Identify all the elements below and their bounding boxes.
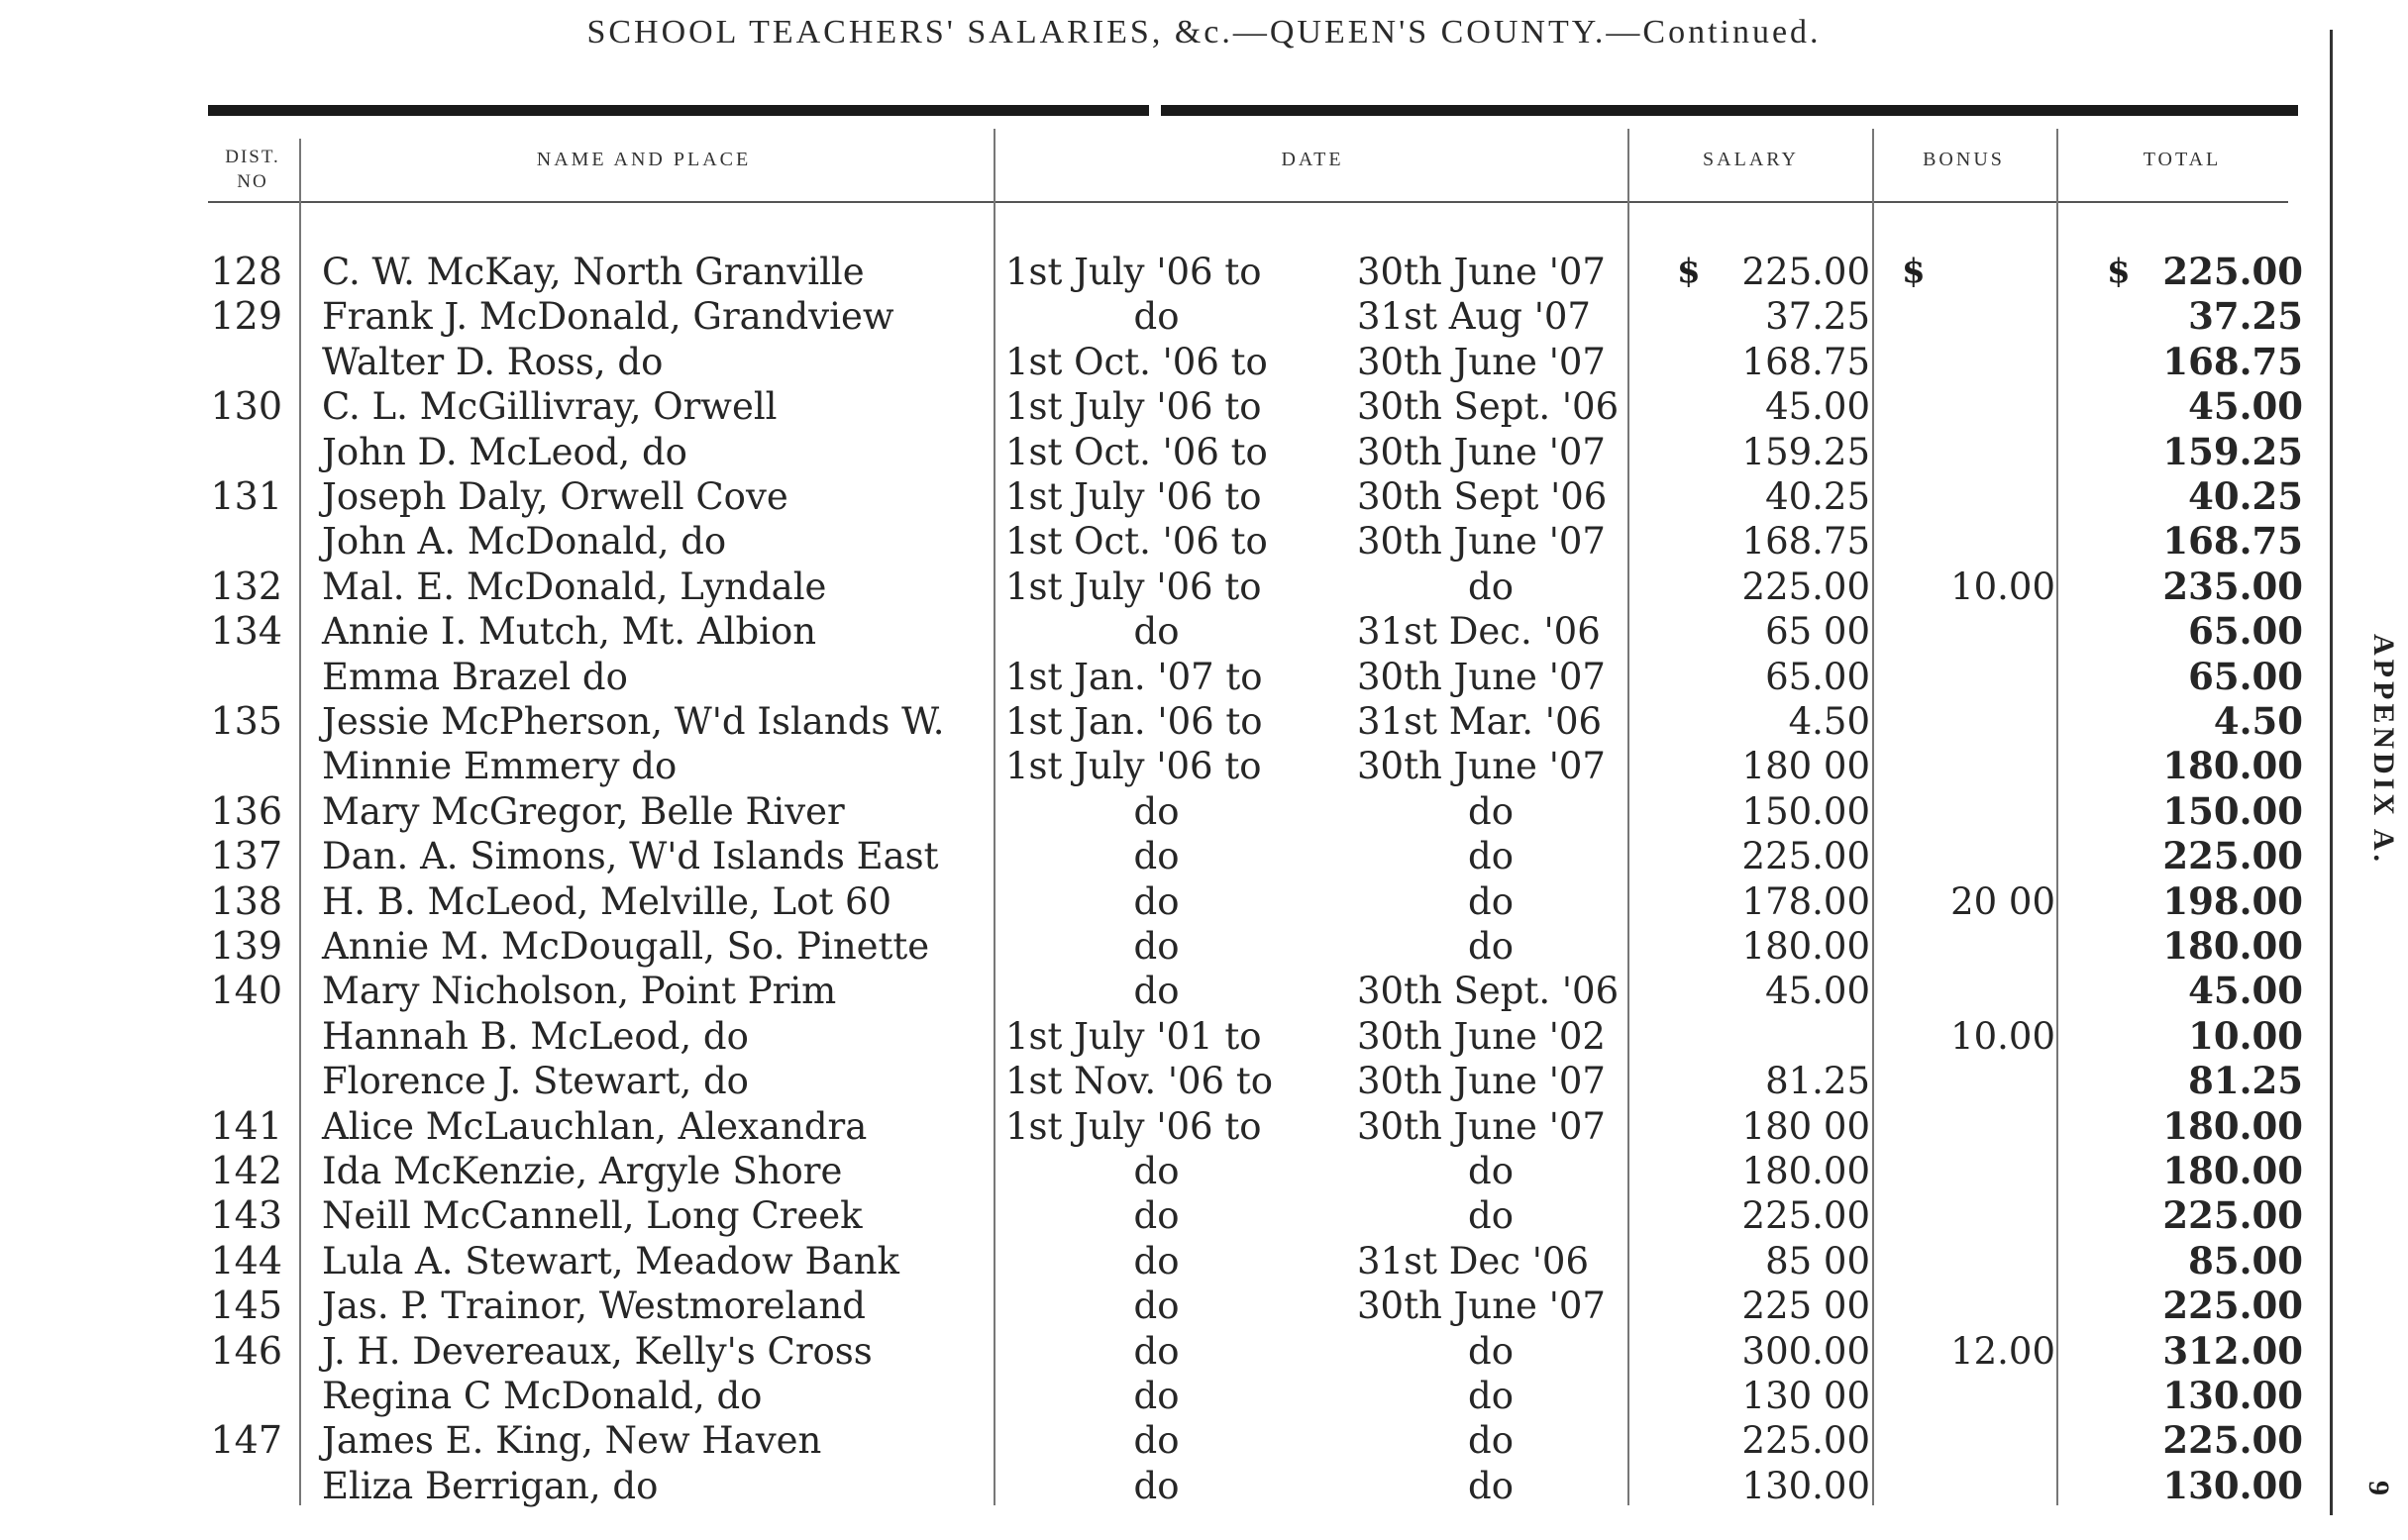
column-header-bonus: BONUS	[1923, 149, 2005, 170]
bonus-cell	[1887, 969, 2055, 1013]
total-cell: 180.00	[2162, 744, 2303, 788]
name-place-cell: John A. McDonald, do	[322, 520, 727, 564]
salary-cell: 225 00	[1741, 1284, 1870, 1328]
table-row	[0, 1059, 2408, 1103]
date-to-cell: 30th June '07	[1357, 1284, 1606, 1328]
dist-no-cell: 137	[210, 834, 282, 878]
dist-no-cell: 129	[210, 294, 282, 339]
date-from-cell: do	[1133, 925, 1180, 968]
total-cell: 225.00	[2162, 250, 2303, 293]
name-place-cell: James E. King, New Haven	[322, 1419, 822, 1463]
date-from-cell: 1st July '06 to	[1005, 1104, 1262, 1148]
salary-cell	[1644, 1014, 1870, 1059]
salary-cell: 168.75	[1741, 520, 1870, 564]
total-cell: 168.75	[2162, 519, 2303, 564]
bonus-cell	[1887, 474, 2055, 519]
dist-no-cell	[203, 430, 282, 474]
date-to-cell: 30th June '07	[1357, 655, 1606, 698]
total-cell: 130.00	[2162, 1374, 2303, 1417]
salary-cell: 180 00	[1741, 745, 1870, 788]
date-to-cell: 31st Mar. '06	[1357, 700, 1603, 743]
table-row	[0, 1149, 2408, 1193]
salary-cell: 225.00	[1741, 565, 1870, 608]
total-cell: 180.00	[2162, 1103, 2303, 1148]
table-row	[0, 699, 2408, 744]
salary-cell: 85 00	[1765, 1239, 1870, 1283]
salary-cell: 180.00	[1741, 1150, 1870, 1192]
name-place-cell: Mary McGregor, Belle River	[322, 789, 845, 833]
name-place-cell: Neill McCannell, Long Creek	[322, 1194, 863, 1238]
name-place-cell: Frank J. McDonald, Grandview	[322, 295, 894, 339]
total-cell: 180.00	[2162, 1149, 2303, 1192]
table-row	[0, 1329, 2408, 1374]
date-to-cell: 30th June '07	[1357, 251, 1606, 293]
date-from-cell: do	[1133, 295, 1180, 339]
total-cell: 225.00	[2162, 1418, 2303, 1463]
date-from-cell: 1st Nov. '06 to	[1005, 1060, 1274, 1103]
dist-no-cell	[203, 655, 282, 699]
name-place-cell: C. W. McKay, North Granville	[322, 251, 865, 293]
total-cell: 81.25	[2188, 1059, 2303, 1103]
table-row	[0, 1239, 2408, 1283]
total-cell: 45.00	[2188, 384, 2303, 429]
table-row	[0, 1283, 2408, 1328]
page-title: SCHOOL TEACHERS' SALARIES, &c.—QUEEN'S COUNTY.—Continued.	[586, 14, 1822, 51]
page-mark: 9	[2362, 1481, 2395, 1495]
header-rule	[208, 201, 2288, 203]
dist-no-cell: 132	[210, 564, 282, 608]
table-row	[0, 384, 2408, 429]
date-to-cell: 30th Sept. '06	[1357, 385, 1620, 429]
date-from-cell: do	[1133, 970, 1180, 1013]
dist-no-cell: 143	[210, 1193, 282, 1238]
column-header-name-place: NAME AND PLACE	[536, 149, 752, 170]
date-from-cell: do	[1133, 1375, 1180, 1417]
salary-cell: 180.00	[1741, 925, 1870, 968]
dist-no-cell: 138	[210, 878, 282, 923]
bonus-cell	[1887, 1104, 2055, 1149]
date-to-cell: do	[1468, 879, 1514, 923]
date-to-cell: 31st Dec. '06	[1357, 610, 1601, 654]
date-to-cell: do	[1468, 1419, 1514, 1463]
table-row	[0, 879, 2408, 924]
date-to-cell: do	[1468, 1329, 1514, 1373]
date-to-cell: 31st Aug '07	[1357, 295, 1591, 339]
date-from-cell: do	[1133, 789, 1180, 833]
bonus-cell	[1887, 519, 2055, 564]
table-row	[0, 294, 2408, 339]
salary-cell: 178.00	[1741, 879, 1870, 923]
bonus-cell	[1887, 834, 2055, 878]
bonus-cell	[1887, 655, 2055, 699]
bonus-cell: 12.00	[1950, 1329, 2055, 1373]
date-from-cell: 1st July '06 to	[1005, 385, 1262, 429]
date-from-cell: do	[1133, 879, 1180, 923]
date-from-cell: do	[1133, 610, 1180, 654]
table-row	[0, 609, 2408, 654]
date-from-cell: do	[1133, 1194, 1180, 1238]
appendix-label: APPENDIX A.	[2367, 634, 2400, 867]
table-row	[0, 519, 2408, 564]
bonus-cell	[1887, 1059, 2055, 1103]
date-to-cell: 30th June '07	[1357, 520, 1606, 564]
dist-no-cell: 146	[210, 1328, 282, 1373]
date-to-cell: do	[1468, 789, 1514, 833]
dist-no-cell	[203, 519, 282, 564]
salary-cell: 81.25	[1765, 1060, 1870, 1103]
table-row	[0, 924, 2408, 969]
dist-no-cell: 144	[210, 1238, 282, 1283]
dist-no-cell	[203, 1464, 282, 1508]
bonus-cell	[1887, 1283, 2055, 1328]
name-place-cell: J. H. Devereaux, Kelly's Cross	[322, 1329, 873, 1373]
date-from-cell: 1st Jan. '06 to	[1005, 700, 1263, 743]
table-row	[0, 1374, 2408, 1418]
name-place-cell: Regina C McDonald, do	[322, 1375, 763, 1417]
name-place-cell: Lula A. Stewart, Meadow Bank	[322, 1239, 899, 1283]
salary-cell: 159.25	[1741, 430, 1870, 473]
dist-no-cell	[203, 340, 282, 384]
date-to-cell: 30th Sept. '06	[1357, 970, 1620, 1013]
date-to-cell: do	[1468, 1375, 1514, 1417]
total-cell: 312.00	[2162, 1328, 2303, 1373]
name-place-cell: Annie I. Mutch, Mt. Albion	[322, 610, 817, 654]
date-from-cell: 1st July '06 to	[1005, 475, 1262, 518]
name-place-cell: C. L. McGillivray, Orwell	[322, 385, 778, 429]
salary-cell: 45.00	[1765, 385, 1870, 429]
date-to-cell: 30th June '07	[1357, 1060, 1606, 1103]
total-dollar-sign: $	[2107, 252, 2131, 291]
total-cell: 168.75	[2162, 339, 2303, 383]
date-from-cell: 1st July '06 to	[1005, 251, 1262, 293]
bonus-cell	[1887, 1374, 2055, 1418]
salary-cell: 65 00	[1765, 610, 1870, 654]
salary-cell: 45.00	[1765, 970, 1870, 1013]
table-row	[0, 1193, 2408, 1238]
total-cell: 40.25	[2188, 474, 2303, 518]
salary-cell: 130 00	[1741, 1375, 1870, 1417]
table-row	[0, 250, 2408, 294]
name-place-cell: Annie M. McDougall, So. Pinette	[322, 925, 930, 968]
bonus-cell: 10.00	[1950, 1014, 2055, 1058]
dist-no-cell: 139	[210, 924, 282, 968]
bonus-cell: 20 00	[1950, 879, 2055, 923]
total-cell: 45.00	[2188, 969, 2303, 1013]
name-place-cell: Mary Nicholson, Point Prim	[322, 970, 837, 1013]
date-from-cell: 1st Oct. '06 to	[1005, 340, 1268, 383]
bonus-cell	[1887, 744, 2055, 788]
dist-no-cell: 136	[210, 788, 282, 833]
name-place-cell: Minnie Emmery do	[322, 745, 678, 788]
dist-no-cell	[203, 1374, 282, 1418]
name-place-cell: Jas. P. Trainor, Westmoreland	[322, 1284, 866, 1328]
date-to-cell: 30th June '07	[1357, 1104, 1606, 1148]
date-from-cell: 1st Oct. '06 to	[1005, 430, 1268, 473]
date-from-cell: 1st July '01 to	[1005, 1014, 1262, 1058]
salary-cell: 300.00	[1741, 1329, 1870, 1373]
table-row	[0, 1104, 2408, 1149]
name-place-cell: Hannah B. McLeod, do	[322, 1014, 749, 1058]
salary-cell: 65.00	[1765, 655, 1870, 698]
date-to-cell: 30th June '07	[1357, 745, 1606, 788]
total-cell: 198.00	[2162, 878, 2303, 923]
dist-no-cell: 140	[210, 969, 282, 1013]
date-to-cell: 30th June '07	[1357, 430, 1606, 473]
name-place-cell: Eliza Berrigan, do	[322, 1464, 659, 1507]
bonus-cell	[1887, 340, 2055, 384]
date-from-cell: do	[1133, 1284, 1180, 1328]
column-header-total: TOTAL	[2143, 149, 2222, 170]
name-place-cell: Alice McLauchlan, Alexandra	[322, 1104, 868, 1148]
name-place-cell: H. B. McLeod, Melville, Lot 60	[322, 879, 892, 923]
column-header-date: DATE	[1281, 149, 1344, 170]
date-to-cell: do	[1468, 835, 1514, 878]
name-place-cell: Florence J. Stewart, do	[322, 1060, 749, 1103]
dist-no-cell: 141	[210, 1103, 282, 1148]
salary-cell: 40.25	[1765, 475, 1870, 518]
date-to-cell: do	[1468, 1464, 1514, 1507]
table-row	[0, 834, 2408, 878]
date-from-cell: do	[1133, 1239, 1180, 1283]
total-cell: 225.00	[2162, 1283, 2303, 1328]
bonus-cell: 10.00	[1950, 565, 2055, 608]
column-header-salary: SALARY	[1703, 149, 1799, 170]
dist-no-cell: 142	[210, 1149, 282, 1192]
table-row	[0, 969, 2408, 1013]
bonus-cell	[1887, 1149, 2055, 1193]
salary-cell: 4.50	[1788, 700, 1870, 743]
total-cell: 150.00	[2162, 788, 2303, 833]
date-to-cell: do	[1468, 565, 1514, 608]
salary-cell: 37.25	[1765, 295, 1870, 339]
table-row	[0, 655, 2408, 699]
name-place-cell: Mal. E. McDonald, Lyndale	[322, 565, 827, 608]
date-from-cell: 1st July '06 to	[1005, 565, 1262, 608]
salary-cell: 225.00	[1741, 835, 1870, 878]
date-to-cell: do	[1468, 1194, 1514, 1238]
table-row	[0, 744, 2408, 788]
bonus-cell	[1887, 1418, 2055, 1463]
dist-no-cell: 128	[210, 250, 282, 293]
dist-no-cell: 130	[210, 384, 282, 429]
table-row	[0, 1464, 2408, 1508]
total-cell: 235.00	[2162, 564, 2303, 608]
total-cell: 37.25	[2188, 294, 2303, 339]
dist-no-cell: 135	[210, 699, 282, 743]
dist-no-cell: 147	[210, 1418, 282, 1463]
total-cell: 65.00	[2188, 609, 2303, 654]
total-cell: 10.00	[2188, 1013, 2303, 1058]
total-cell: 130.00	[2162, 1463, 2303, 1507]
date-to-cell: 30th Sept '06	[1357, 475, 1608, 518]
date-from-cell: do	[1133, 1464, 1180, 1507]
salary-cell: 168.75	[1741, 340, 1870, 383]
top-rule-left	[208, 105, 1149, 116]
table-row	[0, 565, 2408, 609]
bonus-cell	[1887, 609, 2055, 654]
total-cell: 225.00	[2162, 1193, 2303, 1238]
name-place-cell: Jessie McPherson, W'd Islands W.	[322, 700, 945, 743]
total-cell: 159.25	[2162, 429, 2303, 473]
total-cell: 180.00	[2162, 924, 2303, 968]
salary-dollar-sign: $	[1677, 252, 1701, 291]
total-cell: 85.00	[2188, 1238, 2303, 1283]
bonus-cell	[1887, 1239, 2055, 1283]
table-row	[0, 1014, 2408, 1059]
date-to-cell: 30th June '02	[1357, 1014, 1606, 1058]
total-cell: 4.50	[2213, 699, 2303, 743]
table-row	[0, 474, 2408, 519]
dist-no-cell: 131	[210, 474, 282, 518]
date-from-cell: 1st Jan. '07 to	[1005, 655, 1263, 698]
name-place-cell: Walter D. Ross, do	[322, 340, 664, 383]
top-rule-right	[1161, 105, 2298, 116]
date-from-cell: do	[1133, 1150, 1180, 1192]
column-header-dist-no: DIST. NO	[225, 147, 280, 192]
date-to-cell: do	[1468, 925, 1514, 968]
dist-no-cell: 134	[210, 609, 282, 654]
salary-cell: 225.00	[1741, 1419, 1870, 1463]
bonus-cell	[1887, 699, 2055, 744]
name-place-cell: Joseph Daly, Orwell Cove	[322, 475, 788, 518]
date-from-cell: do	[1133, 835, 1180, 878]
salary-cell: 225.00	[1741, 251, 1870, 293]
name-place-cell: Emma Brazel do	[322, 655, 628, 698]
salary-cell: 150.00	[1741, 789, 1870, 833]
name-place-cell: Ida McKenzie, Argyle Shore	[322, 1150, 843, 1192]
bonus-cell	[1887, 1464, 2055, 1508]
total-cell: 65.00	[2188, 654, 2303, 698]
date-from-cell: do	[1133, 1419, 1180, 1463]
salary-cell: 180 00	[1741, 1104, 1870, 1148]
dist-no-cell: 145	[210, 1283, 282, 1328]
dist-no-cell	[203, 1059, 282, 1103]
date-from-cell: 1st July '06 to	[1005, 745, 1262, 788]
date-to-cell: 31st Dec '06	[1357, 1239, 1589, 1283]
date-from-cell: 1st Oct. '06 to	[1005, 520, 1268, 564]
bonus-cell	[1887, 294, 2055, 339]
dist-no-cell	[203, 744, 282, 788]
salary-cell: 130.00	[1741, 1464, 1870, 1507]
table-row	[0, 789, 2408, 834]
bonus-dollar-sign: $	[1902, 252, 1926, 291]
bonus-cell	[1887, 924, 2055, 969]
bonus-cell	[1887, 384, 2055, 429]
date-to-cell: 30th June '07	[1357, 340, 1606, 383]
dist-no-cell	[203, 1014, 282, 1059]
table-row	[0, 1418, 2408, 1463]
name-place-cell: John D. McLeod, do	[322, 430, 687, 473]
date-from-cell: do	[1133, 1329, 1180, 1373]
date-to-cell: do	[1468, 1150, 1514, 1192]
name-place-cell: Dan. A. Simons, W'd Islands East	[322, 835, 939, 878]
bonus-cell	[1887, 430, 2055, 474]
table-row	[0, 430, 2408, 474]
total-cell: 225.00	[2162, 834, 2303, 878]
bonus-cell	[1887, 1193, 2055, 1238]
salary-cell: 225.00	[1741, 1194, 1870, 1238]
table-row	[0, 340, 2408, 384]
bonus-cell	[1887, 789, 2055, 834]
